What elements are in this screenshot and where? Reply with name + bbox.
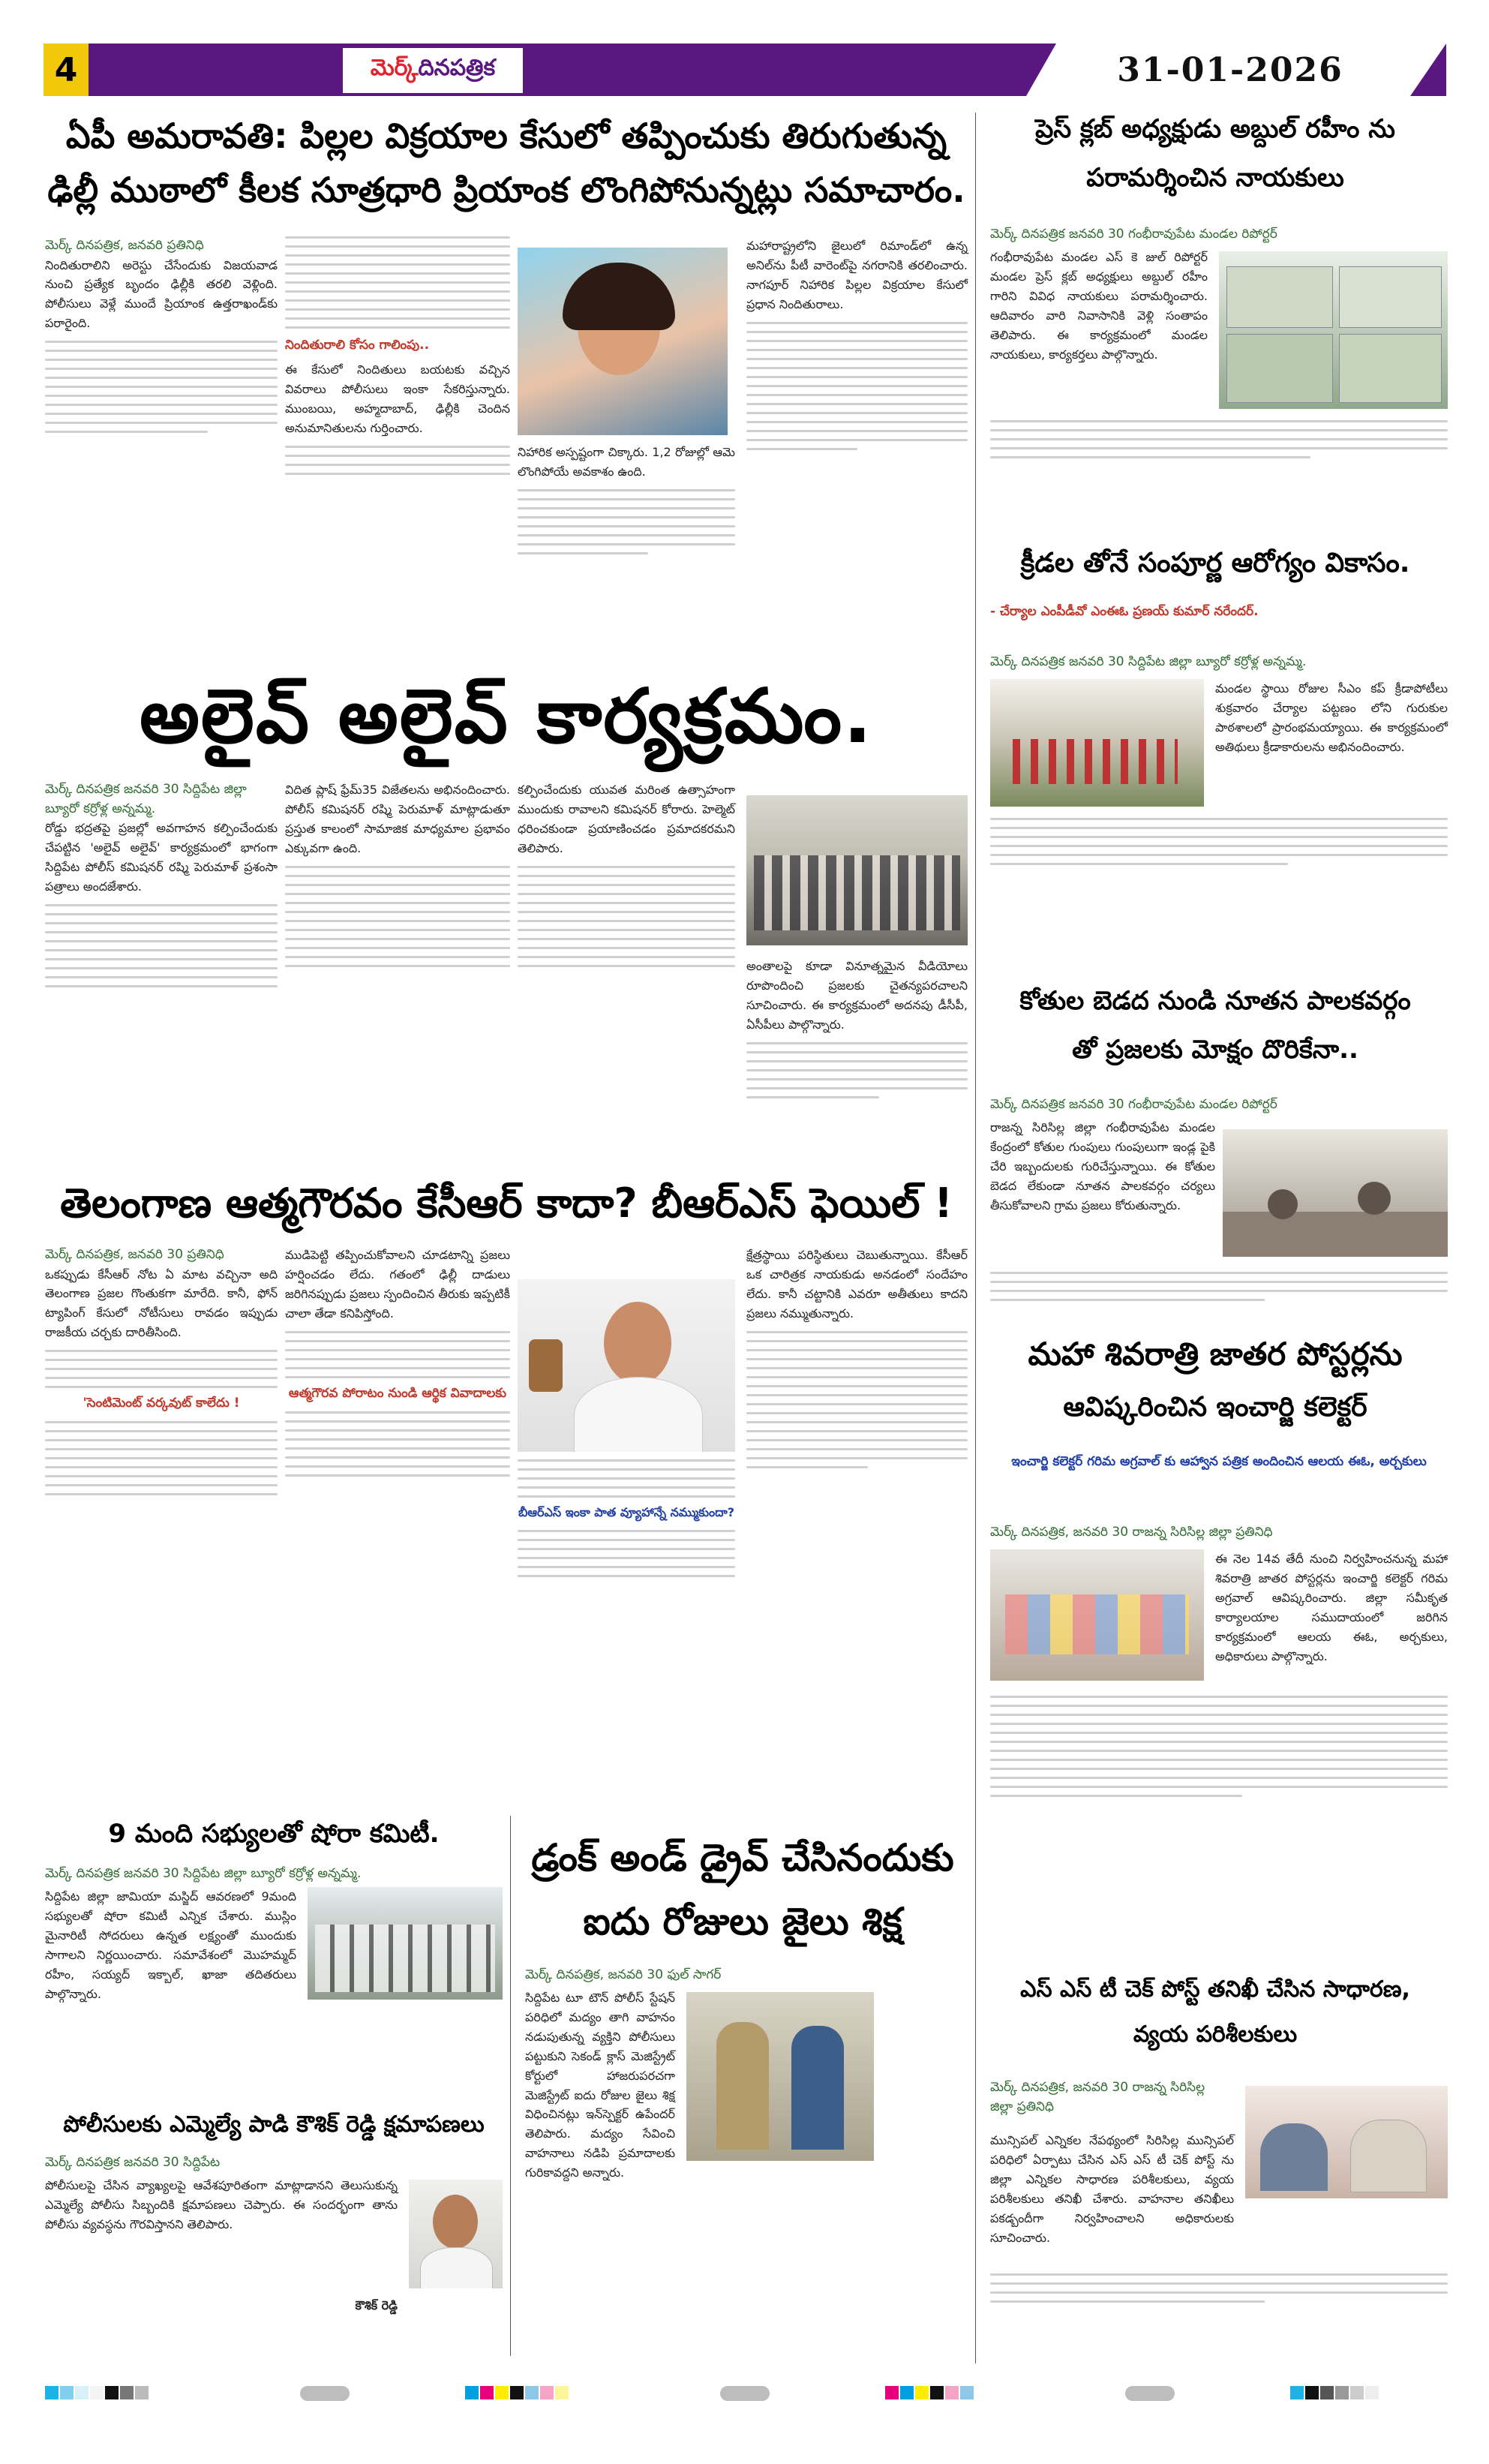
header-slant [1026, 44, 1056, 96]
monkeys-more [990, 1272, 1448, 1301]
police-mla-text: పోలీసులపై చేసిన వ్యాఖ్యలపై ఆవేశపూరితంగా మాట్లాడానని తెలుసుకున్న ఎమ్మెల్యే పోలీసు సిబ్బందికి క్షమాపణలు చెప్పారు. ఈ సందర్భంగా తాను పోలీసు వ్యవస్థను గౌరవిస్తానని తెలిపారు. [45, 2178, 398, 2231]
top-col-1: మెర్క్ దినపత్రిక, జనవరి ప్రతినిధి నిందితురాలిని అరెస్టు చేసేందుకు విజయవాడ నుంచి ప్రత్యేక బృందం ఢిల్లీకి తరలి వెళ్లింది. పోలీసులు వెళ్లే ముందే ప్రియాంక ఉత్తరాఖండ్‌కు పరారైంది. [45, 236, 278, 433]
press-club-photo [1219, 251, 1448, 409]
drunk-text: సిద్దిపేట టూ టౌన్ పోలీస్ స్టేషన్ పరిధిలో మద్యం తాగి వాహనం నడుపుతున్న వ్యక్తిని పోలీసులు పట్టుకుని సెకండ్ క్లాస్ మెజిస్ట్రేట్ కోర్టులో హాజరుపరచగా మెజిస్ట్రేట్ ఐదు రోజుల జైలు శిక్ష విధించినట్లు ఇన్‌స్పెక్టర్ ఉపేందర్ తెలిపారు. మద్యం సేవించి వాహనాలు నడిపి ప్రమాదాలకు గురికావద్దని అన్నారు. [525, 1991, 675, 2180]
top-headline-2: ఢిల్లీ ముఠాలో కీలక సూత్రధారి ప్రియాంక లొంగిపోనున్నట్లు సమాచారం. [47, 170, 965, 210]
monkeys-headline-2: తో ప్రజలకు మోక్షం దొరికేనా.. [1072, 1035, 1358, 1065]
telangana-col-3: బీఆర్ఎస్ ఇంకా పాత వ్యూహాన్నే నమ్ముకుందా? [518, 1459, 735, 1577]
top-col-5: మహారాష్ట్రలోని జైలులో రిమాండ్‌లో ఉన్న అనిల్‌ను పీటీ వారెంట్‌పై నగరానికి తరలించారు. నాగపూర్ నిహారిక పిల్లల విక్రయాల కేసులో ప్రధాన నిందితురాలు. [746, 236, 968, 450]
police-mla-byline: మెర్క్ దినపత్రిక జనవరి 30 సిద్దిపేట [45, 2155, 221, 2170]
sports-photo [990, 679, 1204, 807]
sports-text: మండల స్థాయి రోజుల సీఎం కప్ క్రీడాపోటీలు శుక్రవారం చేర్యాల పట్టణం లోని గురుకుల పాఠశాలలో ప్రారంభమయ్యాయి. ఈ కార్యక్రమంలో అతిథులు క్రీడాకారులను అభినందించారు. [1215, 681, 1448, 754]
shivaratri-headline-1: మహా శివరాత్రి జాతర పోస్టర్లను [1028, 1336, 1403, 1372]
monkeys-photo [1223, 1129, 1448, 1257]
sports-byline: మెర్క్ దినపత్రిక జనవరి 30 సిద్దిపేట జిల్లా బ్యూరో కర్రోళ్ల అన్నమ్మ. [990, 654, 1307, 669]
shivaratri-headline-2: ఆవిష్కరించిన ఇంచార్జి కలెక్టర్ [1063, 1392, 1367, 1423]
page-number: 4 [44, 44, 89, 96]
print-registration-marks [0, 2378, 1489, 2408]
drunk-headline-2: ఐదు రోజులు జైలు శిక్ష [583, 1900, 902, 1943]
sst-byline: మెర్క్ దినపత్రిక, జనవరి 30 రాజన్న సిరిసిల్ల జిల్లా ప్రతినిధి [990, 2080, 1205, 2114]
top-col-2: నిందితురాలి కోసం గాలింపు.. ఈ కేసులో నిందితులు బయటకు వచ్చిన వివరాలు పోలీసులు ఇంకా సేకరిస్తున్నారు. ముంబయి, అహ్మదాబాద్, ఢిల్లీకి చెందిన అనుమానితులను గుర్తించారు. [285, 236, 510, 475]
shivaratri-text: ఈ నెల 14వ తేదీ నుంచి నిర్వహించనున్న మహా శివరాత్రి జాతర పోస్టర్లను ఇంచార్జి కలెక్టర్ గరిమ అగ్రవాల్ ఆవిష్కరించారు. జిల్లా సమీకృత కార్యాలయాల సముదాయంలో జరిగిన కార్యక్రమంలో ఆలయ ఈఓ, అర్చకులు, అధికారులు పాల్గొన్నారు. [1215, 1552, 1448, 1663]
sports-more [990, 818, 1448, 865]
sports-quote: - చేర్యాల ఎంపీడీవో ఎంఈఓ ప్రణయ్ కుమార్ నరేందర్. [990, 604, 1259, 619]
color-swatch-mid-2 [885, 2386, 975, 2402]
drunk-byline: మెర్క్ దినపత్రిక, జనవరి 30 ఫుల్ సాగర్ [525, 1967, 722, 1982]
top-col-4: నిహారిక అస్పష్టంగా చిక్కారు. 1,2 రోజుల్లో ఆమె లొంగిపోయే అవకాశం ఉంది. [518, 443, 735, 554]
top-headline-1: ఏపీ అమరావతి: పిల్లల విక్రయాల కేసులో తప్పించుకు తిరుగుతున్న [65, 116, 947, 156]
kcr-photo [518, 1279, 735, 1452]
press-club-headline-2: పరామర్శించిన నాయకులు [1086, 163, 1344, 193]
telangana-col-4: క్షేత్రస్థాయి పరిస్థితులు చెబుతున్నాయి. కేసీఆర్ ఒక చారిత్రక నాయకుడు అనడంలో సందేహం లేదు. కానీ చట్టానికి ఎవరూ అతీతులు కాదని ప్రజలు నమ్ముతున్నారు. [746, 1246, 968, 1468]
monkeys-byline: మెర్క్ దినపత్రిక జనవరి 30 గంభీరావుపేట మండల రిపోర్టర్ [990, 1097, 1277, 1112]
shora-text: సిద్దిపేట జిల్లా జామియా మస్జిద్ ఆవరణలో 9మంది సభ్యులతో షోరా కమిటీ ఎన్నిక చేశారు. ముస్లిం మైనారిటీ సోదరులు ఉన్నత లక్ష్యంతో ముందుకు సాగాలని నిర్ణయించారు. సమావేశంలో మొహమ్మద్ రహీం, సయ్యద్ ఇక్బాల్, ఖాజా తదితరులు పాల్గొన్నారు. [45, 1889, 296, 2001]
alive-col-3: కల్పించేందుకు యువత మరింత ఉత్సాహంగా ముందుకు రావాలని కమిషనర్ కోరారు. హెల్మెట్ ధరించకుండా ప్రయాణించడం ప్రమాదకరమని తెలిపారు. [518, 780, 735, 967]
color-swatch-mid [465, 2386, 570, 2402]
grey-pill [300, 2386, 350, 2401]
telangana-col-1: మెర్క్ దినపత్రిక, జనవరి 30 ప్రతినిధి ఒకప్పుడు కేసీఆర్ నోట ఏ మాట వచ్చినా అది తెలంగాణ ప్రజల గొంతుకగా మారేది. కానీ, ఫోన్ ట్యాపింగ్ కేసులో నోటీసులు రావడం ఇప్పుడు రాజకీయ చర్చకు దారితీసింది. 'సెంటిమెంట్ వర్కవుట్ కాలేదు ! [45, 1246, 278, 1495]
shivaratri-photo [990, 1549, 1204, 1681]
press-club-byline: మెర్క్ దినపత్రిక జనవరి 30 గంభీరావుపేట మండల రిపోర్టర్ [990, 227, 1277, 242]
drunk-photo [686, 1992, 874, 2161]
lower-divider [510, 1816, 511, 2356]
telangana-headline: తెలంగాణ ఆత్మగౌరవం కేసీఆర్ కాదా? బీఆర్ఎస్ ఫెయిల్ ! [60, 1179, 953, 1227]
color-swatch-right [1290, 2386, 1380, 2402]
grey-pill [720, 2386, 770, 2401]
monkeys-headline-1: కోతుల బెడద నుండి నూతన పాలకవర్గం [1019, 986, 1411, 1016]
sports-headline: క్రీడల తోనే సంపూర్ణ ఆరోగ్యం వికాసం. [1020, 548, 1410, 578]
sst-more [990, 2273, 1448, 2303]
mla-photo [409, 2180, 503, 2288]
sst-headline-1: ఎస్ ఎస్ టీ చెక్ పోస్ట్ తనిఖీ చేసిన సాధారణ, [1020, 1976, 1410, 2003]
header-bar [89, 44, 1026, 96]
sst-text: మున్సిపల్ ఎన్నికల నేపథ్యంలో సిరిసిల్ల మున్సిపల్ పరిధిలో ఏర్పాటు చేసిన ఎస్ ఎస్ టీ చెక్ పోస్ట్ ను జిల్లా ఎన్నికల సాధారణ పరిశీలకులు, వ్యయ పరిశీలకులు తనిఖీ చేశారు. వాహనాల తనిఖీలు పకడ్బందీగా నిర్వహించాలని అధికారులకు సూచించారు. [990, 2133, 1234, 2245]
sst-photo [1245, 2086, 1448, 2198]
alive-col-2: విదిత ప్లాష్ ఫ్రేమ్35 విజేతలను అభినందించారు. పోలీస్ కమిషనర్ రష్మి పెరుమాళ్ మాట్లాడుతూ ప్రస్తుత కాలంలో సామాజిక మాధ్యమాల ప్రభావం ఎక్కువగా ఉంది. [285, 780, 510, 967]
color-swatch-left [45, 2386, 150, 2402]
shora-photo [308, 1887, 503, 2000]
drunk-headline-1: డ్రంక్ అండ్ డ్రైవ్ చేసినందుకు [531, 1836, 954, 1880]
alive-col-1: మెర్క్ దినపత్రిక జనవరి 30 సిద్దిపేట జిల్లా బ్యూరో కర్రోళ్ల అన్నమ్మ. రోడ్డు భద్రతపై ప్రజల్లో అవగాహన కల్పించేందుకు చేపట్టిన 'అలైవ్ అలైవ్' కార్యక్రమంలో భాగంగా సిద్దిపేట పోలీస్ కమిషనర్ రష్మి పెరుమాళ్ ప్రశంసా పత్రాలు అందజేశారు. [45, 780, 278, 987]
police-mla-signoff: కౌశిక్ రెడ్డి [355, 2298, 398, 2312]
monkeys-text: రాజన్న సిరిసిల్ల జిల్లా గంభీరావుపేట మండల కేంద్రంలో కోతుల గుంపులు గుంపులుగా ఇండ్ల పైకి చేరి ఇబ్బందులకు గురిచేస్తున్నాయి. ఈ కోతుల బెడద లేకుండా నూతన పాలకవర్గం చర్యలు తీసుకోవాలని గ్రామ ప్రజలు కోరుతున్నారు. [990, 1120, 1215, 1212]
shora-byline: మెర్క్ దినపత్రిక జనవరి 30 సిద్దిపేట జిల్లా బ్యూరో కర్రోళ్ల అన్నమ్మ. [45, 1866, 362, 1881]
press-club-more [990, 420, 1448, 458]
shivaratri-more [990, 1696, 1448, 1797]
column-divider [975, 113, 976, 2363]
header-triangle [1410, 44, 1446, 96]
telangana-col-2: ముడిపెట్టి తప్పించుకోవాలని చూడటాన్ని ప్రజలు హర్షించడం లేదు. గతంలో ఢిల్లీ దాడులు జరిగినప్పుడు ప్రజలు స్పందించిన తీరుకు ఇప్పటికీ చాలా తేడా కనిపిస్తోంది. ఆత్మగౌరవ పోరాటం నుండి ఆర్థిక వివాదాలకు [285, 1246, 510, 1477]
issue-date: 31-01-2026 [1117, 50, 1343, 89]
police-mla-headline: పోలీసులకు ఎమ్మెల్యే పాడి కౌశిక్ రెడ్డి క్షమాపణలు [63, 2111, 485, 2138]
priyanka-photo [518, 248, 728, 435]
shivaratri-subhead: ఇంచార్జి కలెక్టర్ గరిమ అగ్రవాల్ కు ఆహ్వాన పత్రిక అందించిన ఆలయ ఈఓ, అర్చకులు [1011, 1454, 1427, 1469]
grey-pill [1125, 2386, 1175, 2401]
alive-group-photo [746, 795, 968, 945]
sst-headline-2: వ్యయ పరిశీలకులు [1133, 2021, 1298, 2048]
newspaper-logo: మెర్క్ దినపత్రిక [341, 47, 524, 95]
shora-headline: 9 మంది సభ్యులతో షోరా కమిటీ. [108, 1819, 440, 1849]
press-club-text: గంభీరావుపేట మండల ఎస్ కె జుల్ రిపోర్టర్ మండల ప్రెస్ క్లబ్ అధ్యక్షులు అబ్దుల్ రహీం గారిని వివిధ నాయకులు పరామర్శించారు. ఆదివారం వారి నివాసానికి వెళ్లి సంతాపం తెలిపారు. ఈ కార్యక్రమంలో మండల నాయకులు, కార్యకర్తలు పాల్గొన్నారు. [990, 250, 1208, 362]
shivaratri-byline: మెర్క్ దినపత్రిక, జనవరి 30 రాజన్న సిరిసిల్ల జిల్లా ప్రతినిధి [990, 1525, 1273, 1540]
alive-headline: అలైవ్ అలైవ్ కార్యక్రమం. [139, 672, 874, 760]
press-club-headline-1: ప్రెస్ క్లబ్ అధ్యక్షుడు అబ్దుల్ రహీం ను [1035, 114, 1395, 144]
alive-col-5: అంతాలపై కూడా వినూత్నమైన వీడియోలు రూపొందించి ప్రజలకు చైతన్యపరచాలని సూచించారు. ఈ కార్యక్రమంలో అదనపు డీసీపీ, ఏసీపీలు పాల్గొన్నారు. [746, 957, 968, 1098]
